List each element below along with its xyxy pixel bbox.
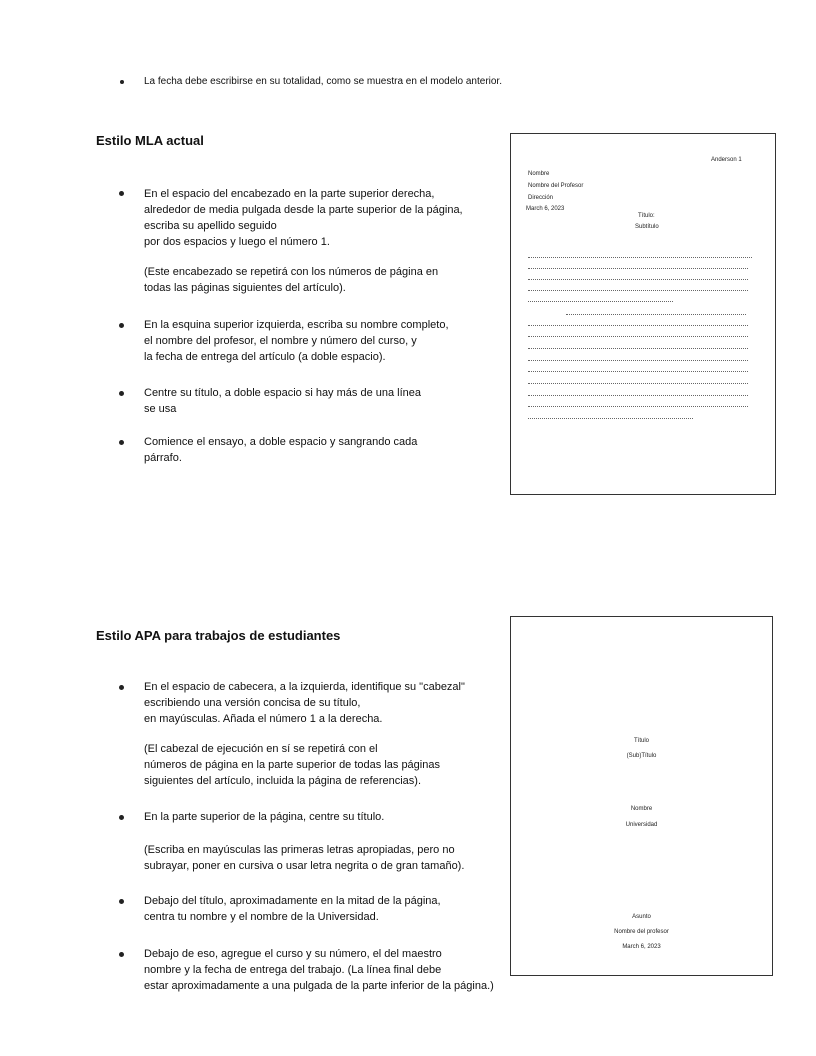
text-line: subrayar, poner en cursiva o usar letra negrita o de gran tamaño). <box>144 860 465 872</box>
text-placeholder-line <box>528 325 748 326</box>
mla-heading: Estilo MLA actual <box>96 133 204 148</box>
mla-bullet-1-note <box>144 264 438 296</box>
bullet-dot <box>119 323 124 328</box>
text-line: el nombre del profesor, el nombre y número del curso, y <box>144 335 417 347</box>
bullet-dot <box>119 440 124 445</box>
bullet-dot <box>120 80 124 84</box>
apa-sample-name: Nombre <box>630 806 653 812</box>
apa-bullet-1 <box>144 679 465 727</box>
text-placeholder-line <box>528 383 748 384</box>
text-placeholder-line <box>528 301 673 302</box>
sample-course: Dirección <box>528 195 554 201</box>
text-line: Debajo de eso, agregue el curso y su número, el del maestro <box>144 948 442 960</box>
text-line: Comience el ensayo, a doble espacio y sangrando cada <box>144 436 418 448</box>
sample-header-right: Anderson 1 <box>711 157 742 163</box>
bullet-dot <box>119 685 124 690</box>
apa-bullet-3 <box>144 893 441 925</box>
top-note: La fecha debe escribirse en su totalidad, como se muestra en el modelo anterior. <box>144 76 502 87</box>
apa-sample-university: Universidad <box>625 822 658 828</box>
apa-bullet-2-note <box>144 842 464 874</box>
sample-title: Título: <box>638 213 655 219</box>
text-line: (El cabezal de ejecución en sí se repetirá con el <box>144 743 378 755</box>
text-placeholder-line <box>528 348 748 349</box>
mla-bullet-2 <box>144 317 449 365</box>
text-line: En el espacio de cabecera, a la izquierda, identifique su "cabezal" <box>144 681 465 693</box>
text-line: siguientes del artículo, incluida la página de referencias). <box>144 775 421 787</box>
mla-bullet-4 <box>144 434 417 466</box>
text-placeholder-line <box>528 406 748 407</box>
bullet-dot <box>119 952 124 957</box>
text-line: se usa <box>144 403 177 415</box>
apa-bullet-2 <box>144 809 384 825</box>
text-line: centra tu nombre y el nombre de la Universidad. <box>144 911 379 923</box>
apa-sample-page <box>510 616 773 976</box>
text-placeholder-line <box>528 371 748 372</box>
text-line: Debajo del título, aproximadamente en la mitad de la página, <box>144 895 441 907</box>
text-line: En la parte superior de la página, centre su título. <box>144 811 385 823</box>
bullet-dot <box>119 191 124 196</box>
text-line: nombre y la fecha de entrega del trabajo. (La línea final debe <box>144 964 442 976</box>
text-placeholder-line <box>528 279 748 280</box>
sample-professor: Nombre del Profesor <box>528 183 584 189</box>
apa-bullet-4 <box>144 946 494 994</box>
text-line: párrafo. <box>144 452 182 464</box>
apa-sample-title: Título <box>633 738 649 744</box>
text-placeholder-line <box>528 336 748 337</box>
text-line: En el espacio del encabezado en la parte superior derecha, <box>144 188 435 200</box>
text-line: (Este encabezado se repetirá con los números de página en <box>144 266 439 278</box>
apa-sample-professor: Nombre del profesor <box>614 929 669 935</box>
sample-date: March 6, 2023 <box>526 206 565 212</box>
sample-name: Nombre <box>528 171 550 177</box>
text-line: escriba su apellido seguido <box>144 220 277 232</box>
text-placeholder-line <box>528 418 693 419</box>
text-line: En la esquina superior izquierda, escriba su nombre completo, <box>144 319 449 331</box>
bullet-dot <box>119 815 124 820</box>
text-line: escribiendo una versión concisa de su título, <box>144 697 361 709</box>
bullet-dot <box>119 391 124 396</box>
text-line: estar aproximadamente a una pulgada de la parte inferior de la página.) <box>144 980 494 992</box>
text-placeholder-line <box>528 395 748 396</box>
text-line: números de página en la parte superior de todas las páginas <box>144 759 440 771</box>
mla-sample-page <box>510 133 776 495</box>
text-placeholder-line <box>528 268 748 269</box>
apa-sample-date: March 6, 2023 <box>622 944 661 950</box>
apa-sample-subtitle: (Sub)Título <box>626 753 657 759</box>
text-line: Centre su título, a doble espacio si hay más de una línea <box>144 387 422 399</box>
text-line: todas las páginas siguientes del artículo). <box>144 282 346 294</box>
mla-bullet-3 <box>144 385 421 417</box>
text-placeholder-line <box>528 290 748 291</box>
text-placeholder-line <box>528 257 752 258</box>
text-placeholder-line <box>528 360 748 361</box>
apa-bullet-1-note <box>144 741 440 789</box>
text-line: (Escriba en mayúsculas las primeras letras apropiadas, pero no <box>144 844 455 856</box>
text-line: en mayúsculas. Añada el número 1 a la derecha. <box>144 713 383 725</box>
apa-heading: Estilo APA para trabajos de estudiantes <box>96 628 341 643</box>
text-placeholder-line <box>566 314 746 315</box>
apa-sample-subject: Asunto <box>632 914 651 920</box>
mla-bullet-1 <box>144 186 463 250</box>
text-line: la fecha de entrega del artículo (a doble espacio). <box>144 351 386 363</box>
text-line: por dos espacios y luego el número 1. <box>144 236 330 248</box>
bullet-dot <box>119 899 124 904</box>
sample-subtitle: Subtítulo <box>635 224 659 230</box>
text-line: alrededor de media pulgada desde la parte superior de la página, <box>144 204 463 216</box>
